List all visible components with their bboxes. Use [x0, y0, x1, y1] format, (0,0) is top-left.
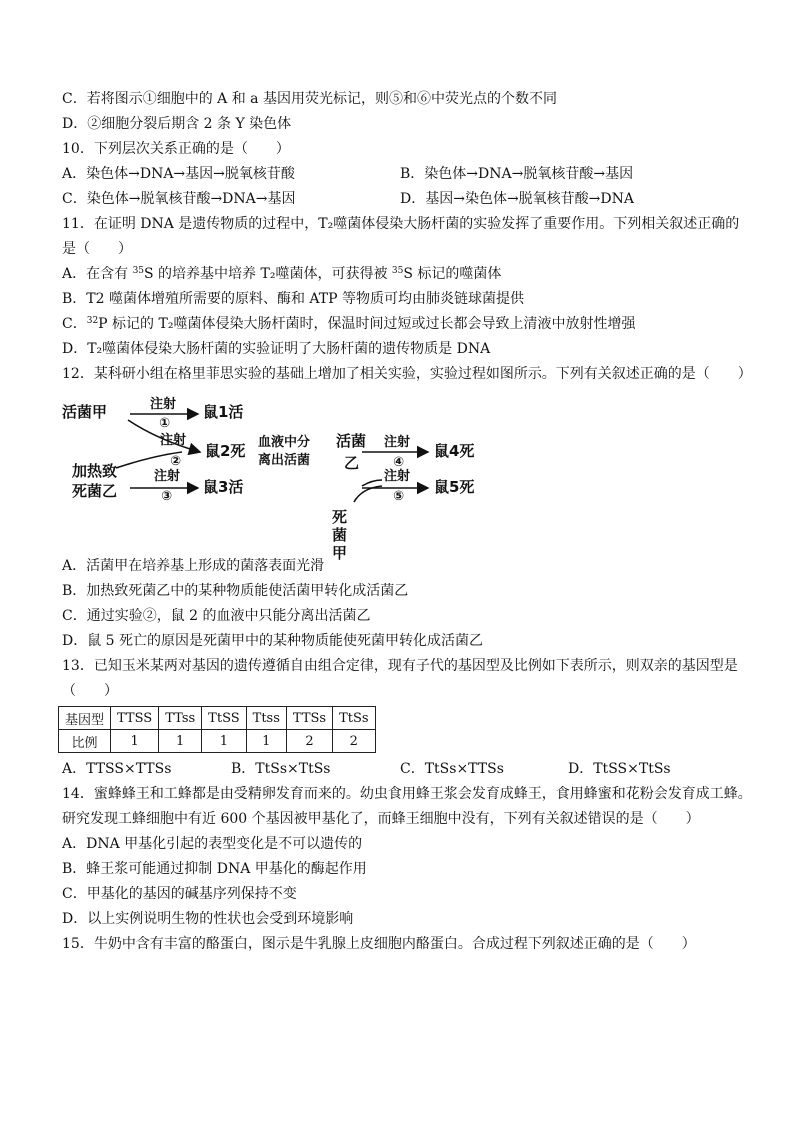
- table-cell: 2: [333, 730, 375, 753]
- label-mouse-4: 鼠4死: [434, 442, 475, 460]
- label-step-1: ①: [159, 416, 171, 431]
- q9-option-c: C．若将图示①细胞中的 A 和 a 基因用荧光标记，则⑤和⑥中荧光点的个数不同: [62, 91, 557, 107]
- label-heat-killed-b-2: 死菌乙: [72, 482, 118, 500]
- table-row: [59, 730, 376, 753]
- table-cell: Ttss: [246, 707, 286, 730]
- label-inject-1: 注射: [150, 397, 177, 412]
- q11-option-b: B．T2 噬菌体增殖所需要的原料、酶和 ATP 等物质可均由肺炎链球菌提供: [62, 291, 524, 307]
- q10-option-d: D．基因→染色体→脱氧核苷酸→DNA: [400, 191, 635, 207]
- q13-stem-cont: （ ）: [62, 683, 118, 699]
- label-heat-killed-b-1: 加热致: [72, 462, 118, 480]
- table-row: [59, 707, 376, 730]
- label-inject-3: 注射: [154, 469, 181, 484]
- q11-option-c: C．$^{32}$P 标记的 T₂噬菌体侵染大肠杆菌时，保温时间过短或过长都会导致上清液中放射性增强: [62, 316, 636, 332]
- label-live-bacteria-b-2: 乙: [344, 454, 360, 472]
- q12-option-b: B．加热致死菌乙中的某种物质能使活菌甲转化成活菌乙: [62, 583, 409, 599]
- q11-stem: 11．在证明 DNA 是遗传物质的过程中，T₂噬菌体侵染大肠杆菌的实验发挥了重要作用。下列相关叙述正确的: [62, 216, 740, 232]
- label-dead-a-3: 甲: [332, 544, 348, 562]
- q12-stem: 12．某科研小组在格里菲思实验的基础上增加了相关实验，实验过程如图所示。下列有关叙述正确的是（ ）: [62, 366, 752, 382]
- q13-stem: 13．已知玉米某两对基因的遗传遵循自由组合定律，现有子代的基因型及比例如下表所示，则双亲的基因型是: [62, 658, 738, 674]
- q13-option-b: B．TtSs×TtSs: [231, 761, 331, 777]
- label-dead-a-1: 死: [332, 508, 348, 526]
- q9-option-d: D．②细胞分裂后期含 2 条 Y 染色体: [62, 116, 292, 132]
- label-dead-a-2: 菌: [332, 526, 348, 544]
- q13-option-d: D．TtSS×TtSs: [568, 761, 671, 777]
- table-cell: 1: [202, 730, 246, 753]
- table-cell: TTSs: [286, 707, 332, 730]
- table-cell: TtSs: [333, 707, 375, 730]
- q13-option-c: C．TtSs×TTSs: [400, 761, 504, 777]
- q12-option-d: D．鼠 5 死亡的原因是死菌甲中的某种物质能使死菌甲转化成活菌乙: [62, 633, 484, 649]
- q14-option-b: B．蜂王浆可能通过抑制 DNA 甲基化的酶起作用: [62, 861, 367, 877]
- label-mouse-1: 鼠1活: [203, 403, 244, 421]
- arrow-5-from-b: [362, 480, 382, 486]
- row-header-genotype: 基因型: [59, 707, 111, 730]
- q14-option-d: D．以上实例说明生物的性状也会受到环境影响: [62, 911, 354, 927]
- q11-stem-cont: 是（ ）: [62, 241, 132, 257]
- q11-option-a: A．在含有 $^{35}$S 的培养基中培养 T₂噬菌体，可获得被 $^{35}$S 标记的噬菌体: [62, 266, 502, 282]
- q14-stem-cont: 研究发现工蜂细胞中有近 600 个基因被甲基化了，而蜂王细胞中没有，下列有关叙述错误的是（ ）: [62, 811, 700, 827]
- table-cell: TTSS: [111, 707, 159, 730]
- label-step-5: ⑤: [393, 489, 405, 504]
- label-live-bacteria-a: 活菌甲: [62, 403, 108, 421]
- label-step-2: ②: [170, 454, 182, 469]
- q15-stem: 15．牛奶中含有丰富的酪蛋白，图示是牛乳腺上皮细胞内酪蛋白。合成过程下列叙述正确的是（ ）: [62, 936, 696, 952]
- label-inject-4: 注射: [384, 435, 411, 450]
- table-cell: TtSS: [202, 707, 246, 730]
- row-header-ratio: 比例: [59, 730, 111, 753]
- label-step-4: ④: [393, 455, 405, 470]
- q13-option-a: A．TTSS×TTSs: [62, 761, 172, 777]
- genotype-table: [58, 706, 376, 753]
- q10-option-a: A．染色体→DNA→基因→脱氧核苷酸: [62, 166, 295, 182]
- label-separate-1: 血液中分: [258, 435, 311, 450]
- q11-option-d: D．T₂噬菌体侵染大肠杆菌的实验证明了大肠杆菌的遗传物质是 DNA: [62, 341, 491, 357]
- table-cell: TTss: [159, 707, 202, 730]
- label-step-3: ③: [161, 489, 173, 504]
- q10-option-c: C．染色体→脱氧核苷酸→DNA→基因: [62, 191, 296, 207]
- table-cell: 1: [246, 730, 286, 753]
- table-cell: 1: [159, 730, 202, 753]
- label-mouse-3: 鼠3活: [203, 478, 244, 496]
- q10-stem: 10．下列层次关系正确的是（ ）: [62, 141, 290, 157]
- griffith-experiment-diagram: [62, 396, 482, 562]
- label-mouse-2: 鼠2死: [205, 442, 246, 460]
- q12-option-a: A．活菌甲在培养基上形成的菌落表面光滑: [62, 558, 325, 574]
- label-mouse-5: 鼠5死: [434, 478, 475, 496]
- table-cell: 2: [286, 730, 332, 753]
- label-live-bacteria-b: 活菌: [336, 432, 367, 450]
- q14-stem: 14．蜜蜂蜂王和工蜂都是由受精卵发育而来的。幼虫食用蜂王浆会发育成蜂王，食用蜂蜜和花粉会发育成工蜂。: [62, 786, 752, 802]
- q14-option-c: C．甲基化的基因的碱基序列保持不变: [62, 886, 297, 902]
- diagram-arrows: [62, 396, 482, 552]
- label-inject-5: 注射: [384, 469, 411, 484]
- q10-option-b: B．染色体→DNA→脱氧核苷酸→基因: [400, 166, 634, 182]
- q12-option-c: C．通过实验②，鼠 2 的血液中只能分离出活菌乙: [62, 608, 371, 624]
- label-separate-2: 离出活菌: [258, 453, 311, 468]
- table-cell: 1: [111, 730, 159, 753]
- q14-option-a: A．DNA 甲基化引起的表型变化是不可以遗传的: [62, 836, 363, 852]
- label-inject-2: 注射: [160, 433, 187, 448]
